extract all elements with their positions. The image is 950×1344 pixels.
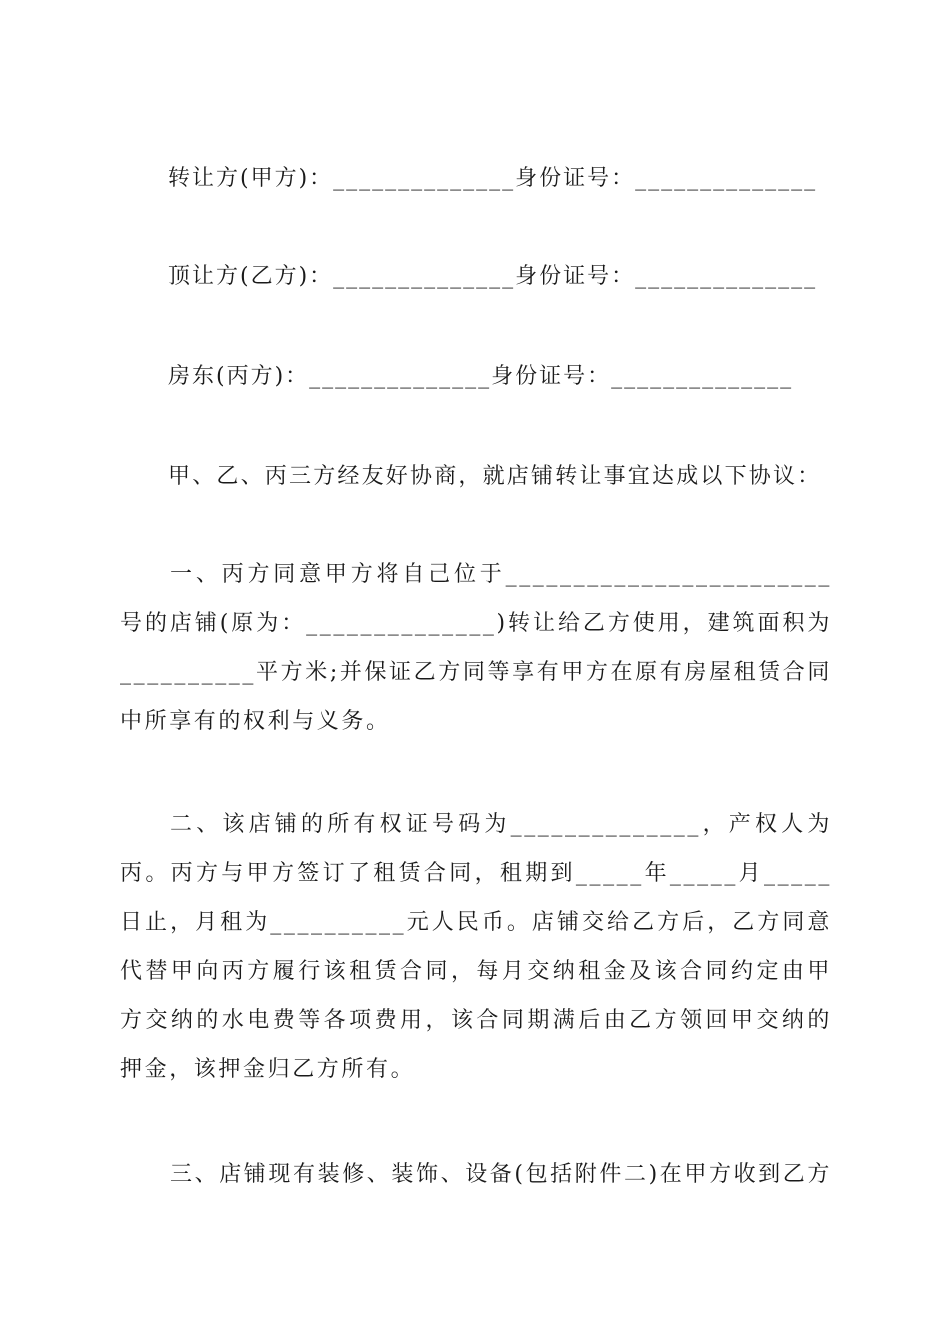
clause-one: 一、丙方同意甲方将自己位于________________________号的店铺(原为：______________)转让给乙方使用，建筑面积为__________平方米;并保证乙方同等享有甲方在原有房屋租赁合同中所享有的权利与义务。 bbox=[120, 562, 832, 734]
clause-two: 二、该店铺的所有权证号码为______________，产权人为丙。丙方与甲方签订了租赁合同，租期到_____年_____月_____日止，月租为__________元人民币。店铺交给乙方后，乙方同意代替甲向丙方履行该租赁合同，每月交纳租金及该合同约定由甲方交纳的水电费等各项费用，该合同期满后由乙方领回甲交纳的押金，该押金归乙方所有。 bbox=[120, 812, 832, 1082]
clause-three: 三、店铺现有装修、装饰、设备(包括附件二)在甲方收到乙方 bbox=[170, 1162, 832, 1187]
agreement-intro: 甲、乙、丙三方经友好协商，就店铺转让事宜达成以下协议： bbox=[168, 464, 822, 489]
party-landlord-line: 房东(丙方)：______________身份证号：______________ bbox=[168, 364, 794, 389]
party-transferee-line: 顶让方(乙方)：______________身份证号：______________ bbox=[168, 264, 818, 289]
party-transferor-line: 转让方(甲方)：______________身份证号：______________ bbox=[168, 166, 818, 191]
